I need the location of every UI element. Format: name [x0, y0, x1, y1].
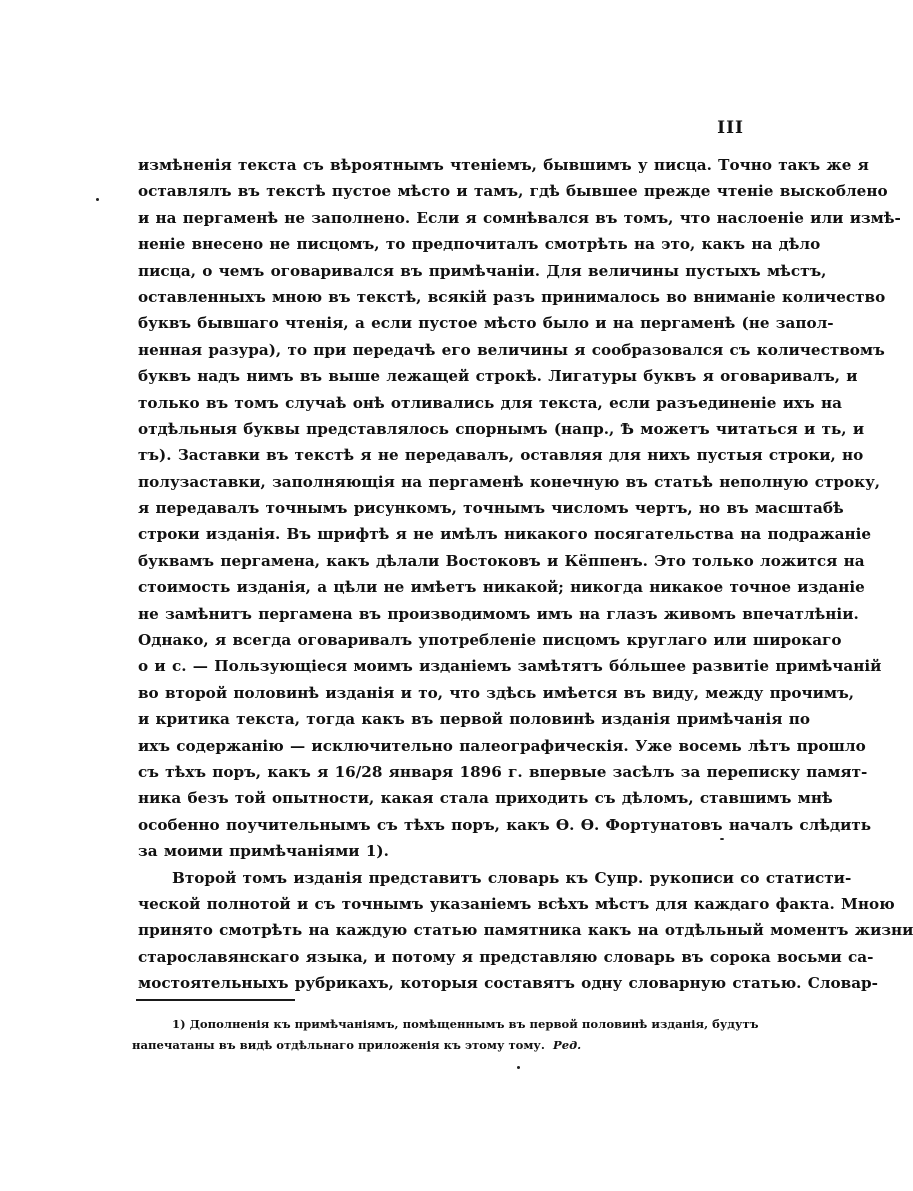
- text-line: о и с. — Пользующіеся моимъ изданіемъ замѣтятъ бо́льшее развитіе примѣчаній: [138, 657, 882, 676]
- print-speck: [517, 1066, 520, 1069]
- text-line: особенно поучительнымъ съ тѣхъ поръ, какъ Ѳ. Ѳ. Фортунатовъ началъ слѣдить: [138, 815, 872, 834]
- text-line: строки изданія. Въ шрифтѣ я не имѣлъ никакого посягательства на подражаніе: [138, 525, 872, 544]
- footnote-divider: [136, 999, 295, 1001]
- text-line: полузаставки, заполняющія на пергаменѣ конечную въ статьѣ неполную строку,: [138, 472, 881, 491]
- text-line: отдѣльныя буквы представлялось спорнымъ (напр., Ѣ можетъ читаться и ть, и: [138, 419, 865, 438]
- text-line: стоимость изданія, а цѣли не имѣетъ никакой; никогда никакое точное изданіе: [138, 578, 865, 597]
- page-number: III: [717, 118, 744, 138]
- text-line: и критика текста, тогда какъ въ первой половинѣ изданія примѣчанія по: [138, 710, 810, 729]
- text-line: буквъ бывшаго чтенія, а если пустое мѣсто было и на пергаменѣ (не запол-: [138, 314, 834, 333]
- text-line: не замѣнитъ пергамена въ производимомъ имъ на глазъ живомъ впечатлѣніи.: [138, 604, 859, 623]
- text-line: буквамъ пергамена, какъ дѣлали Востоковъ и Кёппенъ. Это только ложится на: [138, 551, 865, 570]
- footnote: [132, 1014, 759, 1056]
- print-speck: [96, 198, 99, 201]
- text-line: писца, о чемъ оговаривался въ примѣчаніи. Для величины пустыхъ мѣстъ,: [138, 261, 827, 280]
- body-text: [138, 152, 913, 997]
- editor-signature: Ред.: [552, 1038, 582, 1052]
- text-line: принято смотрѣть на каждую статью памятника какъ на отдѣльный моментъ жизни: [138, 921, 913, 940]
- text-line: во второй половинѣ изданія и то, что здѣсь имѣется въ виду, между прочимъ,: [138, 683, 855, 702]
- text-line: тъ). Заставки въ текстѣ я не передавалъ, оставляя для нихъ пустыя строки, но: [138, 446, 864, 465]
- text-line: и на пергаменѣ не заполнено. Если я сомнѣвался въ томъ, что наслоеніе или измѣ-: [138, 208, 901, 227]
- text-line: я передавалъ точнымъ рисункомъ, точнымъ числомъ чертъ, но въ масштабѣ: [138, 499, 844, 518]
- text-line: съ тѣхъ поръ, какъ я 16/28 января 1896 г. впервые засѣлъ за переписку памят-: [138, 762, 868, 781]
- text-line: измѣненія текста съ вѣроятнымъ чтеніемъ, бывшимъ у писца. Точно такъ же я: [138, 156, 869, 174]
- print-speck: [720, 838, 724, 840]
- text-line: Однако, я всегда оговаривалъ употребленіе писцомъ круглаго или широкаго: [138, 631, 842, 650]
- text-line: старославянскаго языка, и потому я представляю словарь въ сорока восьми са-: [138, 947, 874, 966]
- text-line: оставленныхъ мною въ текстѣ, всякій разъ принималось во вниманіе количество: [138, 287, 886, 306]
- text-line: буквъ надъ нимъ въ выше лежащей строкѣ. Лигатуры буквъ я оговаривалъ, и: [138, 367, 858, 386]
- footnote-line: 1) Дополненія къ примѣчаніямъ, помѣщеннымъ въ первой половинѣ изданія, будутъ: [172, 1017, 759, 1031]
- text-line: ника безъ той опытности, какая стала приходить съ дѣломъ, ставшимъ мнѣ: [138, 789, 833, 808]
- text-line: ненная разура), то при передачѣ его величины я сообразовался съ количествомъ: [138, 340, 885, 359]
- text-line: мостоятельныхъ рубрикахъ, которыя составятъ одну словарную статью. Словар-: [138, 974, 878, 993]
- text-line: оставлялъ въ текстѣ пустое мѣсто и тамъ, гдѣ бывшее прежде чтеніе выскоблено: [138, 182, 888, 201]
- footnote-line: [132, 1035, 716, 1056]
- text-line: ческой полнотой и съ точнымъ указаніемъ всѣхъ мѣстъ для каждаго факта. Мною: [138, 894, 895, 913]
- text-line-paragraph-start: Второй томъ изданія представитъ словарь къ Супр. рукописи со статисти-: [172, 868, 852, 887]
- text-line: только въ томъ случаѣ онѣ отливались для текста, если разъединеніе ихъ на: [138, 393, 842, 412]
- text-line: ихъ содержанію — исключительно палеографическія. Уже восемь лѣтъ прошло: [138, 736, 866, 755]
- text-line-paragraph-end: за моими примѣчаніями 1).: [138, 842, 389, 861]
- footnote-text: напечатаны въ видѣ отдѣльнаго приложенія къ этому тому.: [132, 1038, 545, 1052]
- text-line: неніе внесено не писцомъ, то предпочиталъ смотрѣть на это, какъ на дѣло: [138, 235, 821, 254]
